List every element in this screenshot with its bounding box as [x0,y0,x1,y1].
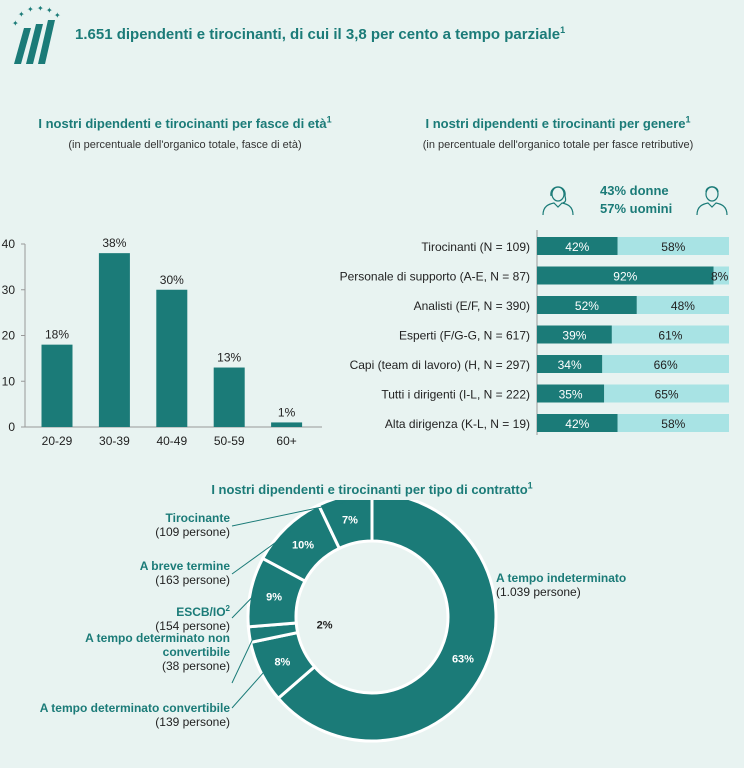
gender-bar-chart [300,230,744,440]
women-data-label: 52% [574,299,599,313]
slice-detail: (163 persone) [155,573,230,587]
category-label: Analisti (E/F, N = 390) [413,299,530,313]
women-data-label: 42% [565,240,590,254]
svg-text:✦: ✦ [27,6,34,14]
slice-label-line: convertibile [162,645,230,659]
slice-label-line: A tempo determinato non [85,631,230,645]
category-label: Tutti i dirigenti (I-L, N = 222) [381,387,530,402]
women-data-label: 35% [558,387,583,402]
slice-detail: (109 persone) [155,525,230,539]
bar [214,368,245,427]
bar [42,345,73,427]
y-tick-label: 20 [1,328,15,343]
slice-label: A breve termine [139,559,230,573]
age-chart-title: I nostri dipendenti e tirocinanti per fasce di età$^1$ [38,114,332,131]
svg-text:✦: ✦ [18,10,25,19]
slice-legend-label [155,511,230,539]
gender-chart-title: I nostri dipendenti e tirocinanti per genere$^1$ [425,114,691,131]
women-data-label: 34% [557,358,582,372]
bar-data-label: 38% [102,236,127,251]
men-share-label: 57% uomini [600,201,673,216]
gender-chart-subtitle: (in percentuale dell'organico totale per fasce retributive) [422,139,694,151]
men-data-label: 65% [654,387,679,402]
women-data-label: 39% [562,328,587,343]
x-tick-label: 20-29 [41,434,73,448]
bar-data-label: 18% [44,327,70,342]
x-tick-label: 50-59 [213,434,245,448]
age-bar-chart [0,225,330,455]
women-data-label: 42% [565,417,590,431]
ecb-logo-icon [8,6,64,64]
svg-text:✦: ✦ [37,6,44,13]
x-tick-label: 60+ [276,434,297,448]
page-title: 1.651 dipendenti e tirocinanti, di cui il 3,8 per cento a tempo parziale$^1$ [75,25,566,43]
category-label: Capi (team di lavoro) (H, N = 297) [349,358,530,372]
bar-data-label: 13% [217,350,242,365]
svg-text:✦: ✦ [46,6,53,15]
bar [271,422,302,427]
category-label: Tirocinanti (N = 109) [421,240,530,254]
slice-label: Tirocinante [165,511,230,525]
category-label: Personale di supporto (A-E, N = 87) [339,269,530,284]
slice-label: A tempo indeterminato [496,571,627,585]
leader-line [232,634,255,683]
leader-line [232,669,266,708]
slice-legend-label [155,604,230,633]
contract-chart-title: I nostri dipendenti e tirocinanti per tipo di contratto$^1$ [211,480,533,497]
bar-data-label: 1% [277,405,296,420]
man-icon [695,180,729,216]
category-label: Alta dirigenza (K-L, N = 19) [384,417,530,431]
slice-legend-label [140,559,231,587]
slice-legend-label [85,631,230,673]
y-tick-label: 30 [1,282,15,297]
men-data-label: 61% [658,328,683,343]
men-data-label: 58% [661,240,686,254]
slice-data-label: 8% [274,656,291,669]
x-tick-label: 40-49 [156,434,188,448]
y-tick-label: 0 [8,420,15,434]
age-chart-subtitle: (in percentuale dell'organico totale, fasce di età) [68,139,302,151]
men-data-label: 66% [653,358,678,372]
slice-detail: (139 persone) [155,715,230,729]
men-data-label: 58% [661,417,686,431]
slice-data-label: 9% [266,591,283,604]
men-data-label: 48% [670,299,695,313]
slice-data-label: 10% [291,539,315,552]
category-label: Esperti (F/G-G, N = 617) [398,328,530,343]
svg-text:✦: ✦ [54,11,61,20]
slice-detail: (38 persone) [161,659,230,673]
bar [156,290,187,427]
men-data-label: 8% [710,269,729,284]
slice-data-label: 2% [316,619,333,632]
slice-data-label: 7% [342,514,358,527]
slice-detail: (1.039 persone) [496,585,581,599]
women-data-label: 92% [613,269,638,284]
slice-label: A tempo determinato convertibile [39,701,230,715]
y-tick-label: 10 [1,374,15,389]
x-tick-label: 30-39 [99,434,130,448]
bar [99,253,130,427]
slice-label: ESCB/$IO^2$ [176,604,230,619]
bar-data-label: 30% [159,272,184,287]
slice-data-label: 63% [451,653,474,666]
svg-text:✦: ✦ [12,19,19,28]
contract-donut-chart [0,500,744,768]
slice-legend-label [40,701,231,729]
women-share-label: 43% donne [600,183,669,198]
slice-legend-label [496,571,626,599]
y-tick-label: 40 [1,237,15,251]
woman-icon [541,180,575,216]
slice-detail: (154 persone) [155,619,230,633]
